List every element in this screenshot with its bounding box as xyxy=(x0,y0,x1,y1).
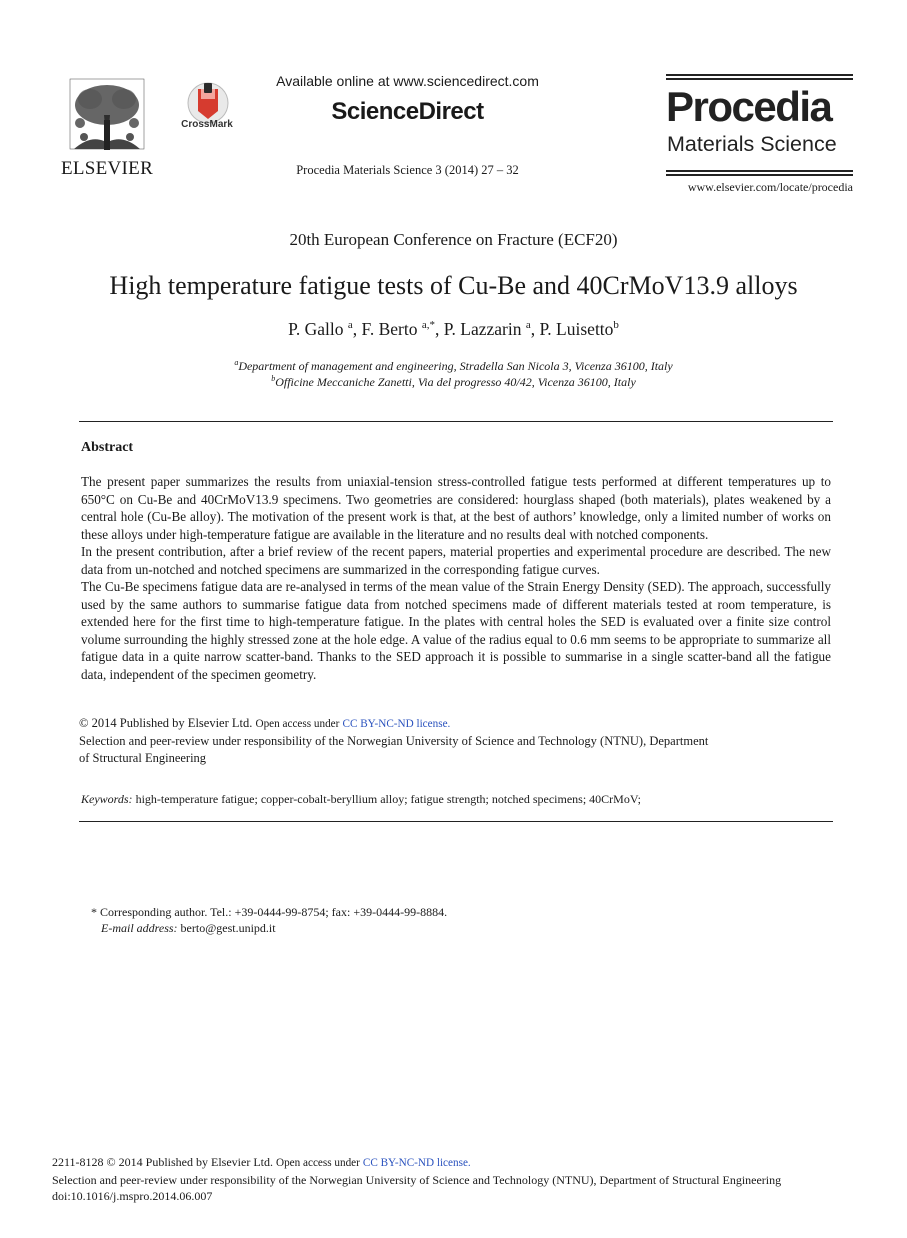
divider xyxy=(79,821,833,822)
keywords-label: Keywords: xyxy=(81,792,133,806)
copyright-block xyxy=(79,715,819,767)
journal-reference: Procedia Materials Science 3 (2014) 27 – 32 xyxy=(296,163,519,177)
crossmark-label: CrossMark xyxy=(181,119,233,130)
affiliation-sup: a xyxy=(234,358,239,367)
doi[interactable]: doi:10.1016/j.mspro.2014.06.007 xyxy=(52,1189,213,1203)
affiliation-b xyxy=(0,374,907,390)
author-sup: b xyxy=(613,319,619,332)
affiliation-sup: b xyxy=(271,374,276,383)
author-list: P. Gallo $^a$, F. Berto $^{a,*}$, P. Lazzarin $^a$, P. Luisetto$^b$ xyxy=(288,319,619,339)
peer-review-line: of Structural Engineering xyxy=(79,751,207,765)
paper-title: High temperature fatigue tests of Cu-Be and 40CrMoV13.9 alloys xyxy=(109,271,798,300)
available-online: Available online at www.sciencedirect.com xyxy=(276,73,539,89)
platform-name: ScienceDirect xyxy=(331,98,484,125)
conference-name: 20th European Conference on Fracture (ECF20) xyxy=(289,230,618,249)
keywords xyxy=(81,792,831,807)
corresponding-line: * Corresponding author. Tel.: +39-0444-99-8754; fax: +39-0444-99-8884. xyxy=(91,905,448,919)
author-name: F. Berto xyxy=(361,319,418,339)
abstract-heading: Abstract xyxy=(81,440,134,455)
journal-logo-sub: Materials Science xyxy=(667,132,837,156)
author-sup: a,* xyxy=(421,319,435,332)
footer-peer-review: Selection and peer-review under responsibility of the Norwegian University of Science and Technology (NTNU), Department of Structural Engineering xyxy=(52,1172,782,1187)
publisher-name: ELSEVIER xyxy=(60,158,154,179)
corresponding-author xyxy=(91,904,791,936)
abstract-paragraph: The present paper summarizes the results from uniaxial-tension stress-controlled fatigue tests performed at different temperatures up to 650°C on Cu-Be and 40CrMoV13.9 specimens. Two geometries are considered: hourglass shaped (both materials), plates weakened by a central hole (Cu-Be alloy). The motivation of the present work is that, at the best of authors’ knowledge, only a limited number of works on these alloys under high-temperature fatigue are available in the literature and no results deal with notched components. xyxy=(81,474,831,542)
open-access-label: Open access under xyxy=(276,1157,360,1169)
license-link[interactable]: CC BY-NC-ND license. xyxy=(342,718,451,730)
divider xyxy=(79,421,833,422)
peer-review-line: Selection and peer-review under responsibility of the Norwegian University of Science and Technology (NTNU), Department xyxy=(79,734,709,748)
journal-logo-main: Procedia xyxy=(666,83,832,130)
email-address[interactable]: berto@gest.unipd.it xyxy=(180,921,276,935)
affiliation-a xyxy=(0,358,907,374)
copyright-line: © 2014 Published by Elsevier Ltd. xyxy=(79,716,253,730)
affiliation-text: Department of management and engineering, Stradella San Nicola 3, Vicenza 36100, Italy xyxy=(238,359,673,373)
author-sup: a xyxy=(525,319,531,332)
page-footer xyxy=(52,1154,872,1205)
issn-line: 2211-8128 © 2014 Published by Elsevier Ltd. xyxy=(52,1155,273,1169)
open-access-label: Open access under xyxy=(255,718,340,730)
keywords-text: high-temperature fatigue; copper-cobalt-beryllium alloy; fatigue strength; notched specimens; 40CrMoV; xyxy=(135,792,641,806)
author-name: P. Gallo xyxy=(288,319,344,339)
affiliation-text: Officine Meccaniche Zanetti, Via del progresso 40/42, Vicenza 36100, Italy xyxy=(275,375,636,389)
author-name: P. Luisetto xyxy=(539,319,614,339)
author-sup: a xyxy=(347,319,353,332)
abstract-body xyxy=(81,473,831,683)
email-label: E-mail address: xyxy=(101,921,178,935)
abstract-paragraph: The Cu-Be specimens fatigue data are re-analysed in terms of the mean value of the Strain Energy Density (SED). The approach, successfully used by the same authors to summarise fatigue data from notched specimens made of different materials tested at room temperature, is extended here for the first time to high-temperature fatigue. In the plates with central holes the SED is evaluated over a finite size control volume surrounding the highly stressed zone at the hole edge. A value of the radius equal to 0.6 mm seems to be appropriate to summarize all fatigue data in a quite narrow scatter-band. Thanks to the SED approach it is possible to summarise in a single scatter-band all the fatigue data, independent of the specimen geometry. xyxy=(81,579,831,682)
journal-url[interactable]: www.elsevier.com/locate/procedia xyxy=(687,180,853,194)
abstract-paragraph: In the present contribution, after a brief review of the recent papers, material properties and experimental procedure are described. The new data from un-notched and notched specimens are summarized in the corresponding fatigue curves. xyxy=(81,544,831,577)
author-name: P. Lazzarin xyxy=(443,319,522,339)
license-link[interactable]: CC BY-NC-ND license. xyxy=(362,1157,471,1169)
journal-logo xyxy=(666,74,853,180)
